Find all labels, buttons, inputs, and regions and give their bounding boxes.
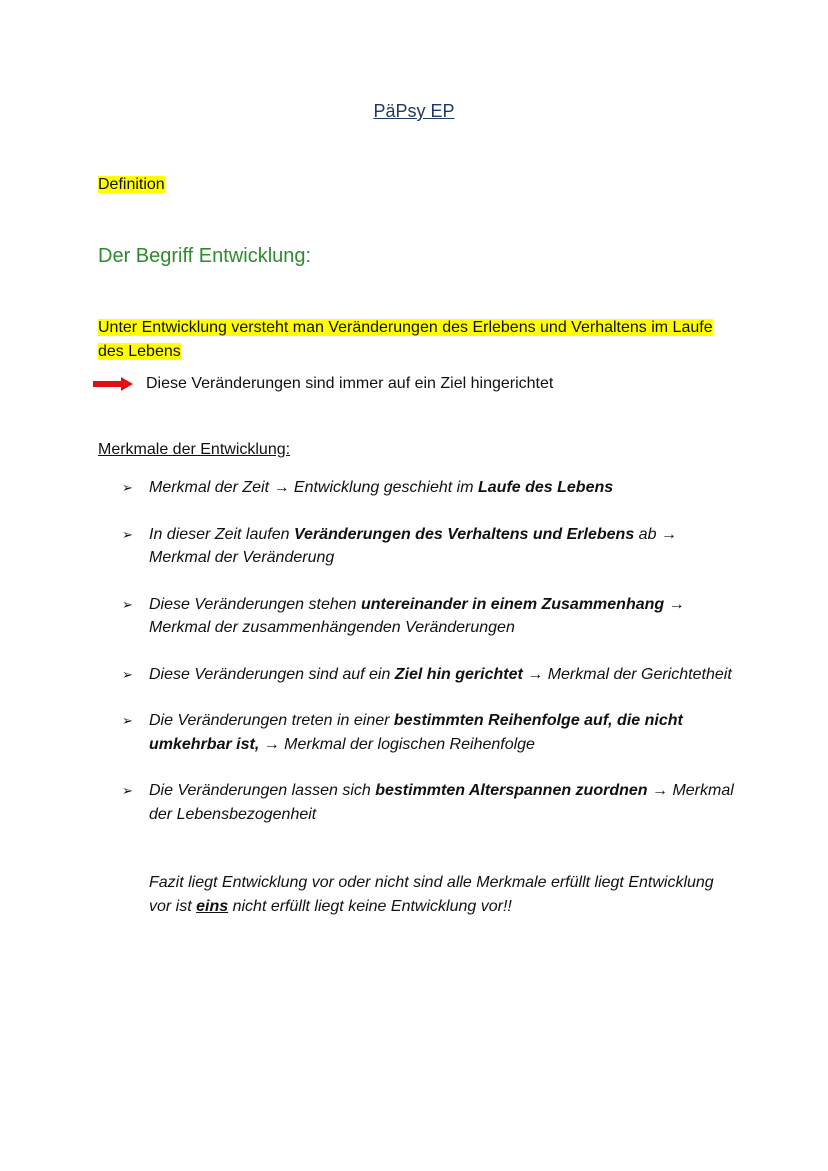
arrow-bullet-icon: ➢: [122, 666, 133, 682]
list-item-text: [149, 593, 742, 640]
list-item-text: [149, 476, 613, 500]
bold-text: bestimmten Alterspannen zuordnen: [375, 782, 648, 799]
text-segment: Die Veränderungen lassen sich: [149, 782, 376, 799]
text-segment: Diese Veränderungen sind auf ein: [149, 665, 395, 683]
underlined-text: eins: [196, 898, 229, 915]
arrow-bullet-icon: ➢: [122, 713, 133, 728]
arrow-note: [93, 375, 553, 393]
list-item: [122, 593, 742, 640]
list-item-text: [149, 523, 742, 570]
list-item: [122, 709, 742, 756]
arrow-note-text: Diese Veränderungen sind immer auf ein Ziel hingerichtet: [146, 375, 554, 392]
merkmale-list: [122, 476, 742, 849]
arrow-bullet-icon: ➢: [122, 596, 133, 612]
text-segment: Merkmal der Zeit → Entwicklung geschieht im: [149, 479, 478, 496]
bold-text: Laufe des Lebens: [478, 479, 614, 496]
list-item: [122, 523, 742, 570]
text-segment: → Merkmal der zusammenhängenden Veränderungen: [149, 595, 685, 636]
definition-text-highlight: Unter Entwicklung versteht man Veränderungen des Erlebens und Verhaltens im Laufe des Lebens: [98, 319, 713, 360]
text-segment: Fazit liegt Entwicklung vor oder nicht sind alle Merkmale erfüllt liegt Entwicklung vor ist: [149, 874, 714, 915]
text-segment: → Merkmal der Gerichtetheit: [522, 665, 732, 683]
red-arrow-icon: [93, 377, 133, 391]
arrow-bullet-icon: ➢: [122, 480, 133, 495]
bold-text: [196, 898, 228, 915]
section-heading: Der Begriff Entwicklung:: [98, 245, 312, 267]
list-item-text: [149, 663, 732, 687]
bold-text: Veränderungen des Verhaltens und Erlebens: [293, 525, 635, 543]
text-segment: In dieser Zeit laufen: [149, 525, 294, 543]
bold-text: untereinander in einem Zusammenhang: [361, 595, 665, 613]
text-segment: Diese Veränderungen stehen: [149, 595, 361, 613]
text-segment: nicht erfüllt liegt keine Entwicklung vor!!: [228, 898, 512, 915]
list-item-text: [149, 709, 742, 756]
text-segment: Die Veränderungen treten in einer: [149, 712, 394, 729]
text-segment: → Merkmal der Lebensbezogenheit: [149, 782, 734, 823]
document-title: PäPsy EP: [373, 101, 455, 121]
list-item: [122, 663, 742, 687]
bold-text: bestimmten Reihenfolge auf, die nicht umkehrbar ist,: [149, 712, 683, 753]
merkmale-heading: Merkmale der Entwicklung:: [98, 441, 291, 458]
text-segment: ab → Merkmal der Veränderung: [149, 525, 677, 566]
bold-text: Ziel hin gerichtet: [394, 665, 523, 683]
arrow-bullet-icon: ➢: [122, 526, 133, 542]
fazit-paragraph: [149, 871, 729, 919]
definition-text: [98, 316, 738, 364]
definition-label: [98, 176, 165, 194]
text-segment: → Merkmal der logischen Reihenfolge: [259, 735, 535, 753]
list-item: [122, 476, 742, 500]
arrow-bullet-icon: ➢: [122, 783, 133, 798]
definition-label-text: Definition: [98, 176, 165, 193]
list-item: [122, 779, 742, 826]
list-item-text: [149, 779, 742, 826]
